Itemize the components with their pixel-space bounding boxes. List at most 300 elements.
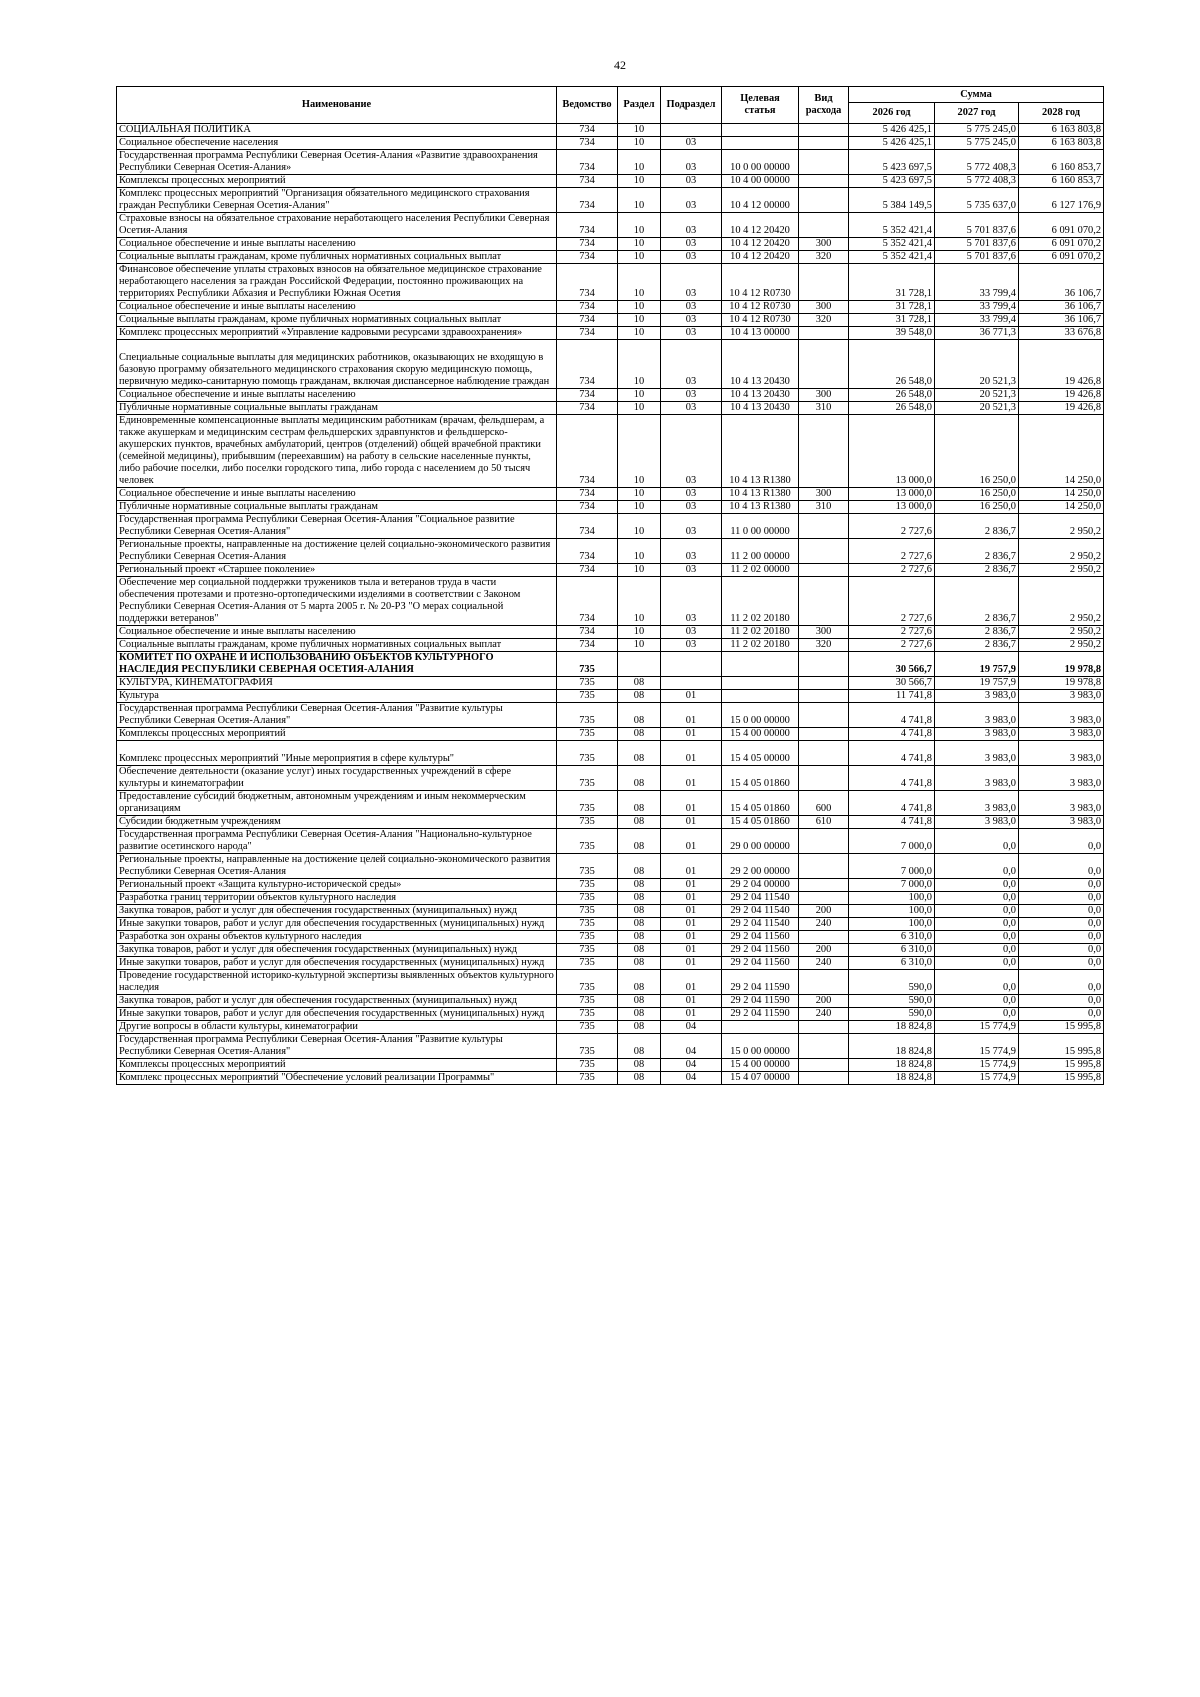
cell-sum-2027: 0,0 (935, 944, 1019, 957)
table-row (117, 931, 1104, 944)
cell-sum-2027: 20 521,3 (935, 340, 1019, 389)
cell-sum-2026: 18 824,8 (849, 1059, 935, 1072)
cell-section: 10 (618, 639, 661, 652)
cell-sum-2027: 2 836,7 (935, 577, 1019, 626)
cell-name: КОМИТЕТ ПО ОХРАНЕ И ИСПОЛЬЗОВАНИЮ ОБЪЕКТОВ КУЛЬТУРНОГО НАСЛЕДИЯ РЕСПУБЛИКИ СЕВЕРНАЯ ОСЕТИЯ-АЛАНИЯ (117, 652, 557, 677)
cell-subsection: 01 (661, 741, 722, 766)
cell-target-code: 29 2 04 11540 (722, 905, 799, 918)
cell-subsection: 01 (661, 829, 722, 854)
cell-target-code: 11 2 02 20180 (722, 577, 799, 626)
cell-sum-2028: 3 983,0 (1019, 728, 1104, 741)
cell-sum-2028: 0,0 (1019, 879, 1104, 892)
cell-sum-2026: 7 000,0 (849, 829, 935, 854)
table-row (117, 944, 1104, 957)
cell-exp-type: 320 (799, 314, 849, 327)
table-row (117, 415, 1104, 488)
cell-sum-2028: 3 983,0 (1019, 766, 1104, 791)
cell-sum-2028: 15 995,8 (1019, 1059, 1104, 1072)
table-row (117, 213, 1104, 238)
cell-subsection: 01 (661, 690, 722, 703)
cell-target-code: 10 4 12 R0730 (722, 264, 799, 301)
cell-section: 08 (618, 766, 661, 791)
cell-sum-2028: 14 250,0 (1019, 488, 1104, 501)
cell-target-code: 29 2 04 11590 (722, 995, 799, 1008)
cell-sum-2027: 5 701 837,6 (935, 238, 1019, 251)
cell-subsection: 01 (661, 995, 722, 1008)
cell-section: 08 (618, 829, 661, 854)
cell-sum-2028: 2 950,2 (1019, 577, 1104, 626)
cell-dept: 735 (557, 1072, 618, 1085)
table-row (117, 892, 1104, 905)
header-year-2026: 2026 год (849, 103, 935, 124)
cell-target-code: 11 0 00 00000 (722, 514, 799, 539)
cell-sum-2027: 33 799,4 (935, 314, 1019, 327)
table-body (117, 124, 1104, 1085)
cell-subsection: 03 (661, 626, 722, 639)
cell-section: 08 (618, 970, 661, 995)
cell-subsection: 03 (661, 389, 722, 402)
cell-sum-2026: 590,0 (849, 970, 935, 995)
table-row (117, 488, 1104, 501)
table-header (117, 87, 1104, 124)
cell-dept: 734 (557, 137, 618, 150)
cell-section: 10 (618, 539, 661, 564)
page-number: 42 (614, 58, 626, 72)
cell-dept: 735 (557, 957, 618, 970)
cell-exp-type (799, 931, 849, 944)
cell-sum-2028: 19 426,8 (1019, 389, 1104, 402)
cell-exp-type (799, 415, 849, 488)
cell-dept: 735 (557, 728, 618, 741)
cell-name: Иные закупки товаров, работ и услуг для обеспечения государственных (муниципальных) нужд (117, 918, 557, 931)
cell-section: 08 (618, 690, 661, 703)
cell-target-code (722, 677, 799, 690)
cell-section: 10 (618, 124, 661, 137)
table-row (117, 854, 1104, 879)
cell-sum-2026: 6 310,0 (849, 957, 935, 970)
cell-exp-type: 300 (799, 238, 849, 251)
cell-name: Региональный проект «Старшее поколение» (117, 564, 557, 577)
cell-target-code: 10 4 12 20420 (722, 213, 799, 238)
cell-section: 08 (618, 879, 661, 892)
cell-sum-2027: 3 983,0 (935, 791, 1019, 816)
cell-exp-type: 200 (799, 905, 849, 918)
budget-table (116, 86, 1104, 1085)
cell-subsection: 01 (661, 918, 722, 931)
cell-sum-2027: 0,0 (935, 905, 1019, 918)
cell-exp-type (799, 1072, 849, 1085)
cell-target-code: 11 2 02 00000 (722, 564, 799, 577)
cell-section: 10 (618, 137, 661, 150)
cell-sum-2026: 13 000,0 (849, 488, 935, 501)
cell-target-code: 10 4 12 20420 (722, 238, 799, 251)
cell-exp-type: 240 (799, 918, 849, 931)
cell-name: Социальное обеспечение и иные выплаты населению (117, 389, 557, 402)
cell-sum-2026: 5 352 421,4 (849, 238, 935, 251)
cell-sum-2027: 0,0 (935, 957, 1019, 970)
cell-exp-type (799, 829, 849, 854)
cell-sum-2028: 3 983,0 (1019, 703, 1104, 728)
cell-sum-2026: 13 000,0 (849, 501, 935, 514)
cell-subsection: 03 (661, 327, 722, 340)
cell-name: Субсидии бюджетным учреждениям (117, 816, 557, 829)
cell-section: 08 (618, 677, 661, 690)
cell-dept: 735 (557, 892, 618, 905)
header-exp-type: Вид расхода (799, 87, 849, 124)
cell-section: 10 (618, 402, 661, 415)
cell-target-code: 11 2 02 20180 (722, 639, 799, 652)
table-row (117, 1008, 1104, 1021)
cell-section: 08 (618, 957, 661, 970)
cell-dept: 734 (557, 402, 618, 415)
cell-sum-2026: 26 548,0 (849, 402, 935, 415)
cell-exp-type: 610 (799, 816, 849, 829)
cell-subsection: 01 (661, 854, 722, 879)
cell-sum-2027: 2 836,7 (935, 514, 1019, 539)
table-row (117, 301, 1104, 314)
cell-name: Государственная программа Республики Северная Осетия-Алания "Развитие культуры Республики Северная Осетия-Алания" (117, 1034, 557, 1059)
cell-sum-2028: 36 106,7 (1019, 264, 1104, 301)
table-row (117, 703, 1104, 728)
cell-exp-type (799, 150, 849, 175)
table-row (117, 957, 1104, 970)
table-row (117, 1059, 1104, 1072)
cell-exp-type (799, 854, 849, 879)
cell-target-code: 15 4 05 00000 (722, 741, 799, 766)
cell-exp-type: 200 (799, 944, 849, 957)
cell-dept: 734 (557, 188, 618, 213)
cell-exp-type: 240 (799, 1008, 849, 1021)
cell-subsection: 03 (661, 175, 722, 188)
cell-name: Социальные выплаты гражданам, кроме публичных нормативных социальных выплат (117, 251, 557, 264)
cell-name: Государственная программа Республики Северная Осетия-Алания «Развитие здравоохранения Республики Северная Осетия-Алания» (117, 150, 557, 175)
cell-name: Региональные проекты, направленные на достижение целей социально-экономического развития Республики Северная Осетия-Алания (117, 854, 557, 879)
cell-exp-type (799, 188, 849, 213)
cell-name: Социальное обеспечение и иные выплаты населению (117, 626, 557, 639)
cell-dept: 735 (557, 829, 618, 854)
cell-sum-2027: 3 983,0 (935, 728, 1019, 741)
cell-name: Региональные проекты, направленные на достижение целей социально-экономического развития Республики Северная Осетия-Алания (117, 539, 557, 564)
cell-sum-2028: 6 160 853,7 (1019, 175, 1104, 188)
cell-sum-2028: 15 995,8 (1019, 1072, 1104, 1085)
cell-dept: 734 (557, 213, 618, 238)
cell-subsection: 03 (661, 264, 722, 301)
table-row (117, 264, 1104, 301)
cell-section: 10 (618, 577, 661, 626)
cell-name: Обеспечение деятельности (оказание услуг) иных государственных учреждений в сфере культуры и кинематографии (117, 766, 557, 791)
cell-subsection: 01 (661, 957, 722, 970)
cell-sum-2028: 15 995,8 (1019, 1034, 1104, 1059)
table-row (117, 1072, 1104, 1085)
cell-name: СОЦИАЛЬНАЯ ПОЛИТИКА (117, 124, 557, 137)
cell-sum-2026: 2 727,6 (849, 639, 935, 652)
cell-dept: 734 (557, 124, 618, 137)
cell-dept: 734 (557, 238, 618, 251)
cell-dept: 735 (557, 918, 618, 931)
cell-section: 10 (618, 488, 661, 501)
cell-sum-2028: 0,0 (1019, 957, 1104, 970)
cell-target-code: 10 4 12 R0730 (722, 301, 799, 314)
cell-sum-2026: 2 727,6 (849, 626, 935, 639)
cell-sum-2028: 2 950,2 (1019, 564, 1104, 577)
cell-section: 08 (618, 728, 661, 741)
cell-dept: 734 (557, 264, 618, 301)
table-row (117, 829, 1104, 854)
cell-sum-2026: 30 566,7 (849, 652, 935, 677)
table-row (117, 137, 1104, 150)
cell-sum-2027: 3 983,0 (935, 703, 1019, 728)
cell-sum-2028: 6 127 176,9 (1019, 188, 1104, 213)
cell-sum-2027: 3 983,0 (935, 741, 1019, 766)
cell-section: 08 (618, 816, 661, 829)
cell-dept: 735 (557, 677, 618, 690)
cell-sum-2027: 20 521,3 (935, 402, 1019, 415)
table-row (117, 639, 1104, 652)
cell-exp-type: 300 (799, 626, 849, 639)
cell-target-code: 29 2 04 11560 (722, 944, 799, 957)
cell-exp-type (799, 879, 849, 892)
cell-exp-type: 310 (799, 402, 849, 415)
cell-dept: 734 (557, 150, 618, 175)
cell-sum-2027: 2 836,7 (935, 539, 1019, 564)
cell-target-code: 29 2 04 00000 (722, 879, 799, 892)
cell-dept: 734 (557, 340, 618, 389)
table-row (117, 327, 1104, 340)
cell-name: Разработка границ территории объектов культурного наследия (117, 892, 557, 905)
table-row (117, 690, 1104, 703)
cell-dept: 735 (557, 816, 618, 829)
cell-sum-2027: 15 774,9 (935, 1021, 1019, 1034)
cell-sum-2027: 5 775 245,0 (935, 124, 1019, 137)
cell-section: 10 (618, 150, 661, 175)
cell-sum-2028: 3 983,0 (1019, 741, 1104, 766)
cell-sum-2028: 19 426,8 (1019, 340, 1104, 389)
cell-sum-2026: 100,0 (849, 905, 935, 918)
cell-section: 10 (618, 251, 661, 264)
header-year-2028: 2028 год (1019, 103, 1104, 124)
cell-sum-2027: 20 521,3 (935, 389, 1019, 402)
cell-sum-2026: 6 310,0 (849, 931, 935, 944)
cell-sum-2027: 0,0 (935, 918, 1019, 931)
cell-exp-type: 300 (799, 301, 849, 314)
cell-dept: 735 (557, 944, 618, 957)
cell-sum-2026: 4 741,8 (849, 728, 935, 741)
cell-name: Обеспечение мер социальной поддержки тружеников тыла и ветеранов труда в части обеспечения протезами и протезно-ортопедическими изделиями в соответствии с Законом Республики Северная Осетия-Алания от 5 марта 2005 г. № 20-РЗ "О мерах социальной поддержки ветеранов" (117, 577, 557, 626)
cell-sum-2026: 4 741,8 (849, 816, 935, 829)
cell-dept: 734 (557, 175, 618, 188)
cell-dept: 734 (557, 564, 618, 577)
cell-name: Комплекс процессных мероприятий «Управление кадровыми ресурсами здравоохранения» (117, 327, 557, 340)
cell-sum-2026: 18 824,8 (849, 1034, 935, 1059)
cell-exp-type (799, 539, 849, 564)
cell-sum-2026: 7 000,0 (849, 854, 935, 879)
cell-section: 08 (618, 892, 661, 905)
table-row (117, 124, 1104, 137)
cell-name: Социальное обеспечение и иные выплаты населению (117, 488, 557, 501)
cell-sum-2028: 0,0 (1019, 918, 1104, 931)
cell-name: Финансовое обеспечение уплаты страховых взносов на обязательное медицинское страхование неработающего населения за граждан Российской Федерации, постоянно проживающих на территориях Республики Абхазия и Республики Южная Осетия (117, 264, 557, 301)
cell-target-code: 29 2 04 11560 (722, 931, 799, 944)
cell-exp-type: 300 (799, 389, 849, 402)
cell-target-code (722, 137, 799, 150)
cell-name: Социальные выплаты гражданам, кроме публичных нормативных социальных выплат (117, 314, 557, 327)
cell-exp-type (799, 677, 849, 690)
cell-section: 08 (618, 995, 661, 1008)
cell-section: 08 (618, 944, 661, 957)
cell-name: Комплекс процессных мероприятий "Иные мероприятия в сфере культуры" (117, 741, 557, 766)
cell-target-code: 15 4 05 01860 (722, 816, 799, 829)
cell-name: Иные закупки товаров, работ и услуг для обеспечения государственных (муниципальных) нужд (117, 1008, 557, 1021)
cell-target-code: 10 4 12 R0730 (722, 314, 799, 327)
cell-sum-2026: 5 384 149,5 (849, 188, 935, 213)
cell-section: 10 (618, 238, 661, 251)
cell-sum-2028: 15 995,8 (1019, 1021, 1104, 1034)
cell-target-code: 29 2 04 11540 (722, 918, 799, 931)
cell-sum-2026: 100,0 (849, 892, 935, 905)
cell-sum-2026: 26 548,0 (849, 340, 935, 389)
cell-target-code: 15 4 07 00000 (722, 1072, 799, 1085)
cell-section: 10 (618, 301, 661, 314)
cell-section: 08 (618, 854, 661, 879)
cell-dept: 735 (557, 703, 618, 728)
cell-exp-type (799, 1034, 849, 1059)
cell-subsection: 01 (661, 944, 722, 957)
table-row (117, 1021, 1104, 1034)
table-row (117, 340, 1104, 389)
cell-name: Социальные выплаты гражданам, кроме публичных нормативных социальных выплат (117, 639, 557, 652)
cell-subsection: 03 (661, 188, 722, 213)
cell-subsection: 03 (661, 301, 722, 314)
cell-subsection: 03 (661, 251, 722, 264)
cell-target-code: 10 4 13 20430 (722, 389, 799, 402)
cell-subsection: 03 (661, 150, 722, 175)
cell-sum-2028: 33 676,8 (1019, 327, 1104, 340)
cell-subsection: 03 (661, 514, 722, 539)
cell-section: 10 (618, 175, 661, 188)
cell-name: Разработка зон охраны объектов культурного наследия (117, 931, 557, 944)
cell-sum-2028: 6 091 070,2 (1019, 251, 1104, 264)
cell-sum-2028: 0,0 (1019, 854, 1104, 879)
cell-name: Закупка товаров, работ и услуг для обеспечения государственных (муниципальных) нужд (117, 944, 557, 957)
table-row (117, 389, 1104, 402)
cell-target-code (722, 652, 799, 677)
cell-sum-2027: 3 983,0 (935, 766, 1019, 791)
cell-dept: 734 (557, 251, 618, 264)
cell-dept: 735 (557, 766, 618, 791)
cell-name: Другие вопросы в области культуры, кинематографии (117, 1021, 557, 1034)
cell-sum-2026: 26 548,0 (849, 389, 935, 402)
cell-sum-2028: 36 106,7 (1019, 314, 1104, 327)
cell-section: 08 (618, 1072, 661, 1085)
cell-target-code: 29 2 04 11590 (722, 970, 799, 995)
cell-dept: 734 (557, 639, 618, 652)
cell-exp-type (799, 264, 849, 301)
cell-sum-2026: 5 352 421,4 (849, 251, 935, 264)
cell-name: Комплекс процессных мероприятий "Обеспечение условий реализации Программы" (117, 1072, 557, 1085)
table-row (117, 514, 1104, 539)
table-row (117, 766, 1104, 791)
table-row (117, 539, 1104, 564)
cell-sum-2027: 15 774,9 (935, 1034, 1019, 1059)
cell-dept: 735 (557, 690, 618, 703)
cell-subsection: 03 (661, 488, 722, 501)
cell-exp-type (799, 892, 849, 905)
cell-exp-type (799, 124, 849, 137)
cell-subsection: 01 (661, 931, 722, 944)
cell-sum-2026: 4 741,8 (849, 741, 935, 766)
cell-section: 10 (618, 389, 661, 402)
cell-sum-2028: 6 091 070,2 (1019, 213, 1104, 238)
cell-target-code: 15 0 00 00000 (722, 703, 799, 728)
cell-section: 10 (618, 188, 661, 213)
cell-target-code (722, 1021, 799, 1034)
cell-sum-2028: 0,0 (1019, 905, 1104, 918)
cell-target-code (722, 690, 799, 703)
cell-name: Закупка товаров, работ и услуг для обеспечения государственных (муниципальных) нужд (117, 905, 557, 918)
cell-target-code: 29 2 04 11540 (722, 892, 799, 905)
cell-dept: 734 (557, 314, 618, 327)
cell-sum-2026: 590,0 (849, 1008, 935, 1021)
cell-sum-2027: 0,0 (935, 829, 1019, 854)
table-row (117, 918, 1104, 931)
table-row (117, 677, 1104, 690)
cell-exp-type (799, 175, 849, 188)
cell-subsection: 03 (661, 402, 722, 415)
cell-section: 10 (618, 501, 661, 514)
cell-sum-2028: 19 426,8 (1019, 402, 1104, 415)
cell-name: Региональный проект «Защита культурно-исторической среды» (117, 879, 557, 892)
cell-subsection: 04 (661, 1034, 722, 1059)
cell-target-code: 15 0 00 00000 (722, 1034, 799, 1059)
cell-exp-type (799, 970, 849, 995)
cell-subsection: 03 (661, 137, 722, 150)
cell-sum-2028: 6 091 070,2 (1019, 238, 1104, 251)
cell-section: 08 (618, 1008, 661, 1021)
cell-sum-2026: 5 352 421,4 (849, 213, 935, 238)
cell-sum-2026: 590,0 (849, 995, 935, 1008)
cell-dept: 734 (557, 389, 618, 402)
cell-section: 08 (618, 931, 661, 944)
cell-section: 10 (618, 314, 661, 327)
table-row (117, 905, 1104, 918)
cell-sum-2027: 5 735 637,0 (935, 188, 1019, 213)
cell-section: 08 (618, 791, 661, 816)
cell-sum-2026: 4 741,8 (849, 791, 935, 816)
cell-sum-2028: 2 950,2 (1019, 539, 1104, 564)
cell-dept: 735 (557, 905, 618, 918)
cell-dept: 735 (557, 879, 618, 892)
cell-sum-2027: 3 983,0 (935, 816, 1019, 829)
cell-sum-2028: 6 163 803,8 (1019, 124, 1104, 137)
cell-exp-type (799, 514, 849, 539)
cell-sum-2026: 5 423 697,5 (849, 150, 935, 175)
header-subsection: Подраздел (661, 87, 722, 124)
cell-section: 10 (618, 264, 661, 301)
cell-subsection: 03 (661, 340, 722, 389)
cell-sum-2028: 0,0 (1019, 829, 1104, 854)
cell-subsection: 03 (661, 213, 722, 238)
cell-target-code: 10 4 12 00000 (722, 188, 799, 213)
table-row (117, 879, 1104, 892)
cell-sum-2027: 0,0 (935, 970, 1019, 995)
cell-sum-2028: 6 163 803,8 (1019, 137, 1104, 150)
cell-subsection: 04 (661, 1021, 722, 1034)
cell-target-code: 11 2 00 00000 (722, 539, 799, 564)
cell-exp-type (799, 690, 849, 703)
cell-subsection: 01 (661, 905, 722, 918)
cell-dept: 735 (557, 854, 618, 879)
cell-name: Специальные социальные выплаты для медицинских работников, оказывающих не входящую в базовую программу обязательного медицинского страхования скорую медицинскую помощь, первичную медико-санитарную помощь гражданам, включая диспансерное наблюдение граждан (117, 340, 557, 389)
